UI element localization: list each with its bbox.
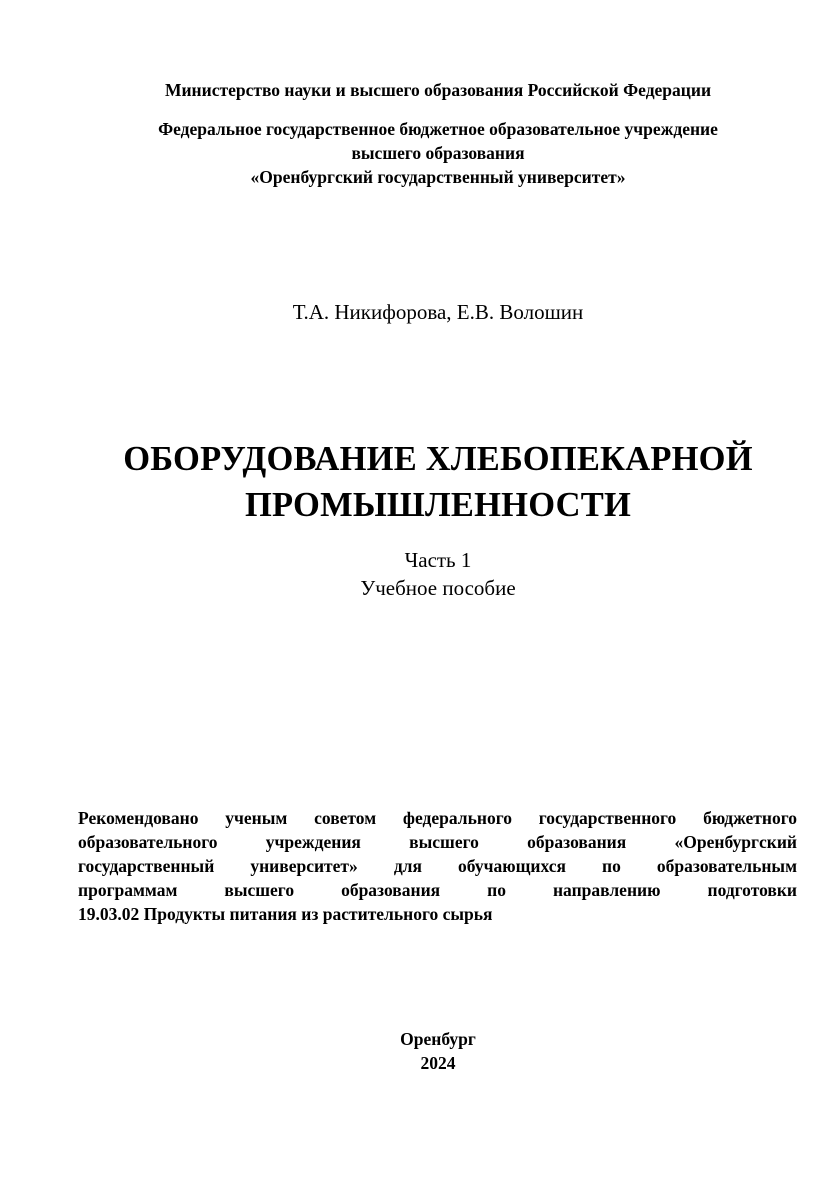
recommendation-line-4: программам высшего образования по направлению подготовки (78, 880, 797, 900)
book-type: Учебное пособие (360, 576, 516, 600)
book-title-line-2: ПРОМЫШЛЕННОСТИ (244, 486, 632, 524)
part-number: Часть 1 (404, 548, 472, 572)
recommendation-text (78, 806, 797, 926)
recommendation-line-1: Рекомендовано ученым советом федерального государственного бюджетного (78, 808, 797, 828)
recommendation-line-5: 19.03.02 Продукты питания из растительного сырья (78, 904, 493, 924)
institution-line-2: высшего образования (351, 143, 525, 163)
institution-block (0, 117, 836, 189)
authors: Т.А. Никифорова, Е.В. Волошин (292, 300, 584, 324)
institution-line-1: Федеральное государственное бюджетное образовательное учреждение (158, 119, 718, 139)
recommendation-line-3: государственный университет» для обучающихся по образовательным (78, 856, 797, 876)
publication-year: 2024 (420, 1053, 456, 1073)
book-title (0, 436, 836, 528)
recommendation-line-2: образовательного учреждения высшего образования «Оренбургский (78, 832, 797, 852)
ministry-name: Министерство науки и высшего образования Российской Федерации (164, 80, 712, 100)
publication-city: Оренбург (400, 1029, 476, 1049)
book-title-line-1: ОБОРУДОВАНИЕ ХЛЕБОПЕКАРНОЙ (123, 440, 753, 478)
institution-line-3: «Оренбургский государственный университет» (250, 167, 626, 187)
